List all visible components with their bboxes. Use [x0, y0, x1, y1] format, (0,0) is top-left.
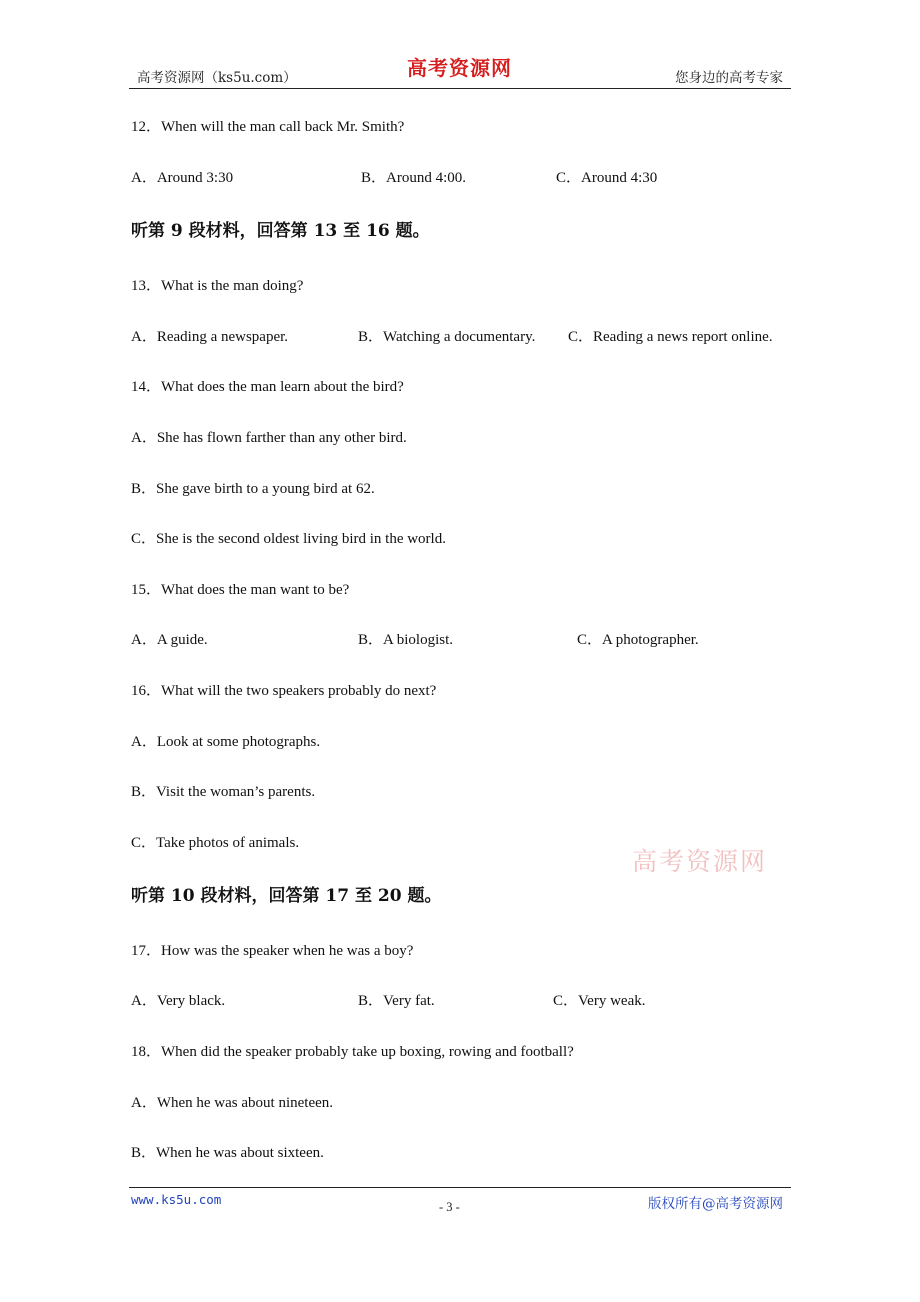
footer-copyright: 版权所有@高考资源网 — [648, 1196, 783, 1212]
q13-option-b: B．Watching a documentary. — [358, 329, 536, 345]
q12-option-c: C．Around 4:30 — [556, 170, 658, 186]
q18-option-b: B．When he was about sixteen. — [131, 1145, 324, 1161]
question-18: 18．When did the speaker probably take up boxing, rowing and football? — [131, 1044, 574, 1060]
header-site-name: 高考资源网（ks5u.com） — [137, 70, 297, 86]
section-9-heading: 听第 9 段材料，回答第 13 至 16 题。 — [131, 221, 430, 241]
q15-option-c: C．A photographer. — [577, 632, 699, 648]
q16-option-b: B．Visit the woman’s parents. — [131, 784, 316, 800]
q16-option-c: C．Take photos of animals. — [131, 835, 300, 851]
q13-option-c: C．Reading a news report online. — [568, 329, 773, 345]
q13-option-a: A．Reading a newspaper. — [131, 329, 289, 345]
q14-option-b: B．She gave birth to a young bird at 62. — [131, 481, 375, 497]
page-footer — [129, 1187, 791, 1228]
header-logo: 高考资源网 — [407, 56, 512, 80]
q16-option-a: A．Look at some photographs. — [131, 734, 321, 750]
q14-option-c: C．She is the second oldest living bird in the world. — [131, 531, 446, 547]
section-10-heading: 听第 10 段材料，回答第 17 至 20 题。 — [131, 886, 442, 906]
q17-option-a: A．Very black. — [131, 993, 226, 1009]
question-14: 14．What does the man learn about the bird? — [131, 379, 404, 395]
q17-option-b: B．Very fat. — [358, 993, 435, 1009]
question-16: 16．What will the two speakers probably do next? — [131, 683, 437, 699]
q14-option-a: A．She has flown farther than any other bird. — [131, 430, 407, 446]
q17-option-c: C．Very weak. — [553, 993, 646, 1009]
watermark-logo: 高考资源网 — [632, 847, 768, 876]
page-header — [129, 52, 791, 89]
q15-option-a: A．A guide. — [131, 632, 208, 648]
page-number: - 3 - — [439, 1200, 460, 1214]
q18-option-a: A．When he was about nineteen. — [131, 1095, 334, 1111]
q15-option-b: B．A biologist. — [358, 632, 454, 648]
question-13: 13．What is the man doing? — [131, 278, 304, 294]
question-15: 15．What does the man want to be? — [131, 582, 350, 598]
question-17: 17．How was the speaker when he was a boy? — [131, 943, 414, 959]
footer-site-link[interactable]: www.ks5u.com — [131, 1192, 222, 1207]
q12-option-a: A．Around 3:30 — [131, 170, 234, 186]
q12-option-b: B．Around 4:00. — [361, 170, 467, 186]
header-slogan: 您身边的高考专家 — [675, 70, 783, 86]
question-12: 12．When will the man call back Mr. Smith? — [131, 119, 405, 135]
